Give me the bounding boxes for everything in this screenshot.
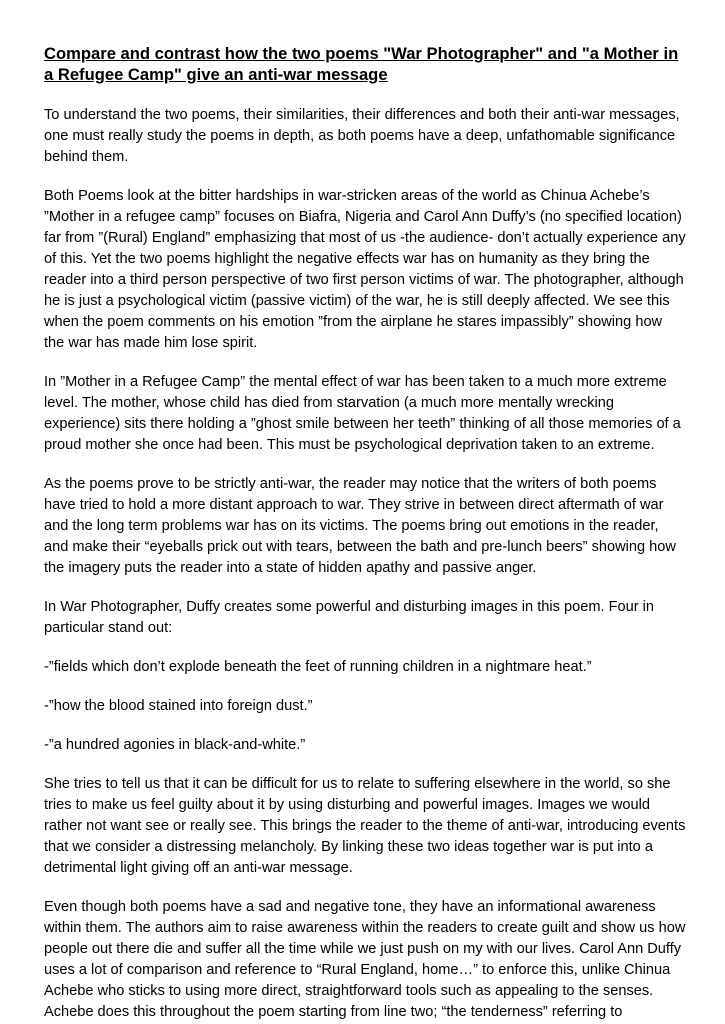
paragraph-awareness: Even though both poems have a sad and negative tone, they have an informational awareness within them. The authors aim to raise awareness within the readers to create guilt and show us how people out there die and suffer all the time while we just push on my with our lives. Carol Ann Duffy uses a lot of comparison and reference to “Rural England, home…” to enforce this, unlike Chinua Achebe who sticks to using more direct, straightforward tools such as appealing to the senses. Achebe does this throughout the poem starting from line two; “the tenderness” referring to xyxy=(44,899,686,1020)
paragraph-war-photographer: In War Photographer, Duffy creates some powerful and disturbing images in this poem. Four in particular stand out: xyxy=(44,599,655,636)
paragraph-intro: To understand the two poems, their similarities, their differences and both their anti-war messages, one must really study the poems in depth, as both poems have a deep, unfathomable significance behind them. xyxy=(44,107,680,165)
quote-fields: -”fields which don’t explode beneath the feet of running children in a nightmare heat.” xyxy=(44,659,592,675)
quote-agonies: -”a hundred agonies in black-and-white.” xyxy=(44,737,306,753)
document-body xyxy=(44,43,686,1024)
paragraph-both-poems: Both Poems look at the bitter hardships in war-stricken areas of the world as Chinua Achebe’s ”Mother in a refugee camp” focuses on Biafra, Nigeria and Carol Ann Duffy’s (no specified location) far from ”(Rural) England” emphasizing that most of us -the audience- don’t actually experience any of this. Yet the two poems highlight the negative effects war has on humanity as they bring the reader into a third person perspective of two first person victims of war. The photographer, although he is just a psychological victim (passive victim) of the war, he is still deeply affected. We see this when the poem comments on his emotion ”from the airplane he stares impassibly” showing how the war has made him lose spirit. xyxy=(44,188,686,351)
paragraph-anti-war: As the poems prove to be strictly anti-war, the reader may notice that the writers of both poems have tried to hold a more distant approach to war. They strive in between direct aftermath of war and the long term problems war has on its victims. The poems bring out emotions in the reader, and make their “eyeballs prick out with tears, between the bath and pre-lunch beers” showing how the imagery puts the reader into a state of hidden apathy and passive anger. xyxy=(44,476,676,576)
paragraph-mother-refugee-camp: In ”Mother in a Refugee Camp” the mental effect of war has been taken to a much more extreme level. The mother, whose child has died from starvation (a much more mentally wrecking experience) sits there holding a ”ghost smile between her teeth” thinking of all those memories of a proud mother she once had been. This must be psychological deprivation taken to an extreme. xyxy=(44,374,681,453)
quote-blood: -”how the blood stained into foreign dust.” xyxy=(44,698,313,714)
document-title: Compare and contrast how the two poems "War Photographer" and "a Mother in a Refugee Camp" give an anti-war message xyxy=(44,44,679,84)
paragraph-guilt: She tries to tell us that it can be difficult for us to relate to suffering elsewhere in the world, so she tries to make us feel guilty about it by using disturbing and powerful images. Images we would rather not want see or really see. This brings the reader to the theme of anti-war, introducing events that we consider a distressing melancholy. By linking these two ideas together war is put into a detrimental light giving off an anti-war message. xyxy=(44,776,686,876)
